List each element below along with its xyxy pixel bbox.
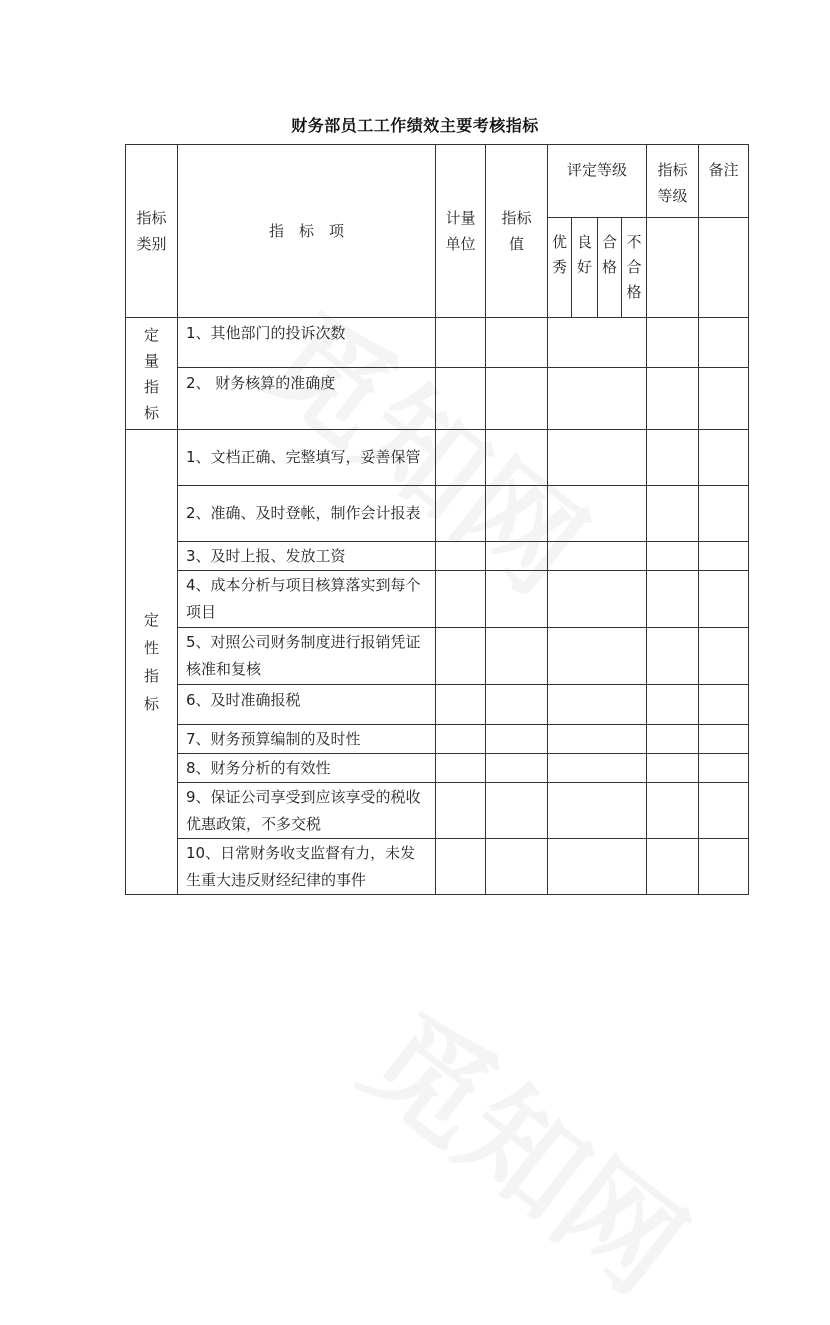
header-value: 指标 值 bbox=[486, 145, 548, 318]
table-row bbox=[126, 486, 749, 542]
header-category: 指标 类别 bbox=[126, 145, 178, 318]
kpi-table bbox=[125, 144, 749, 895]
table-row bbox=[126, 368, 749, 430]
header-row-1 bbox=[126, 145, 749, 218]
rating-good: 良 好 bbox=[572, 218, 598, 318]
category-qualitative: 定 性 指 标 bbox=[126, 430, 178, 895]
table-row bbox=[126, 542, 749, 571]
table-row bbox=[126, 783, 749, 839]
item-cell: 5、对照公司财务制度进行报销凭证核准和复核 bbox=[178, 628, 436, 685]
table-row bbox=[126, 685, 749, 725]
document-title: 财务部员工工作绩效主要考核指标 bbox=[291, 116, 539, 135]
remarks-cell bbox=[699, 218, 749, 318]
table-row bbox=[126, 430, 749, 486]
item-cell: 7、财务预算编制的及时性 bbox=[178, 725, 436, 754]
header-unit: 计量 单位 bbox=[436, 145, 486, 318]
indicator-level-cell bbox=[647, 218, 699, 318]
table-row bbox=[126, 571, 749, 628]
rating-pass: 合 格 bbox=[598, 218, 622, 318]
item-cell: 3、及时上报、发放工资 bbox=[178, 542, 436, 571]
item-cell: 1、文档正确、完整填写，妥善保管 bbox=[178, 430, 436, 486]
rating-excellent: 优 秀 bbox=[548, 218, 572, 318]
item-cell: 10、日常财务收支监督有力，未发生重大违反财经纪律的事件 bbox=[178, 839, 436, 895]
table-row bbox=[126, 628, 749, 685]
item-cell: 6、及时准确报税 bbox=[178, 685, 436, 725]
item-cell: 9、保证公司享受到应该享受的税收优惠政策，不多交税 bbox=[178, 783, 436, 839]
item-cell: 1、其他部门的投诉次数 bbox=[178, 318, 436, 368]
watermark-logo-bottom bbox=[335, 967, 725, 1324]
item-cell: 8、财务分析的有效性 bbox=[178, 754, 436, 783]
header-indicator-level: 指标 等级 bbox=[647, 145, 699, 218]
category-quantitative: 定 量 指 标 bbox=[126, 318, 178, 430]
item-cell: 2、准确、及时登帐，制作会计报表 bbox=[178, 486, 436, 542]
header-item: 指 标 项 bbox=[178, 145, 436, 318]
table-row bbox=[126, 318, 749, 368]
header-rating: 评定等级 bbox=[548, 145, 647, 218]
item-cell: 2、 财务核算的准确度 bbox=[178, 368, 436, 430]
header-remarks: 备注 bbox=[699, 145, 749, 218]
rating-fail: 不 合 格 bbox=[622, 218, 647, 318]
table-row bbox=[126, 754, 749, 783]
table-row bbox=[126, 839, 749, 895]
item-cell: 4、成本分析与项目核算落实到每个项目 bbox=[178, 571, 436, 628]
table-row bbox=[126, 725, 749, 754]
